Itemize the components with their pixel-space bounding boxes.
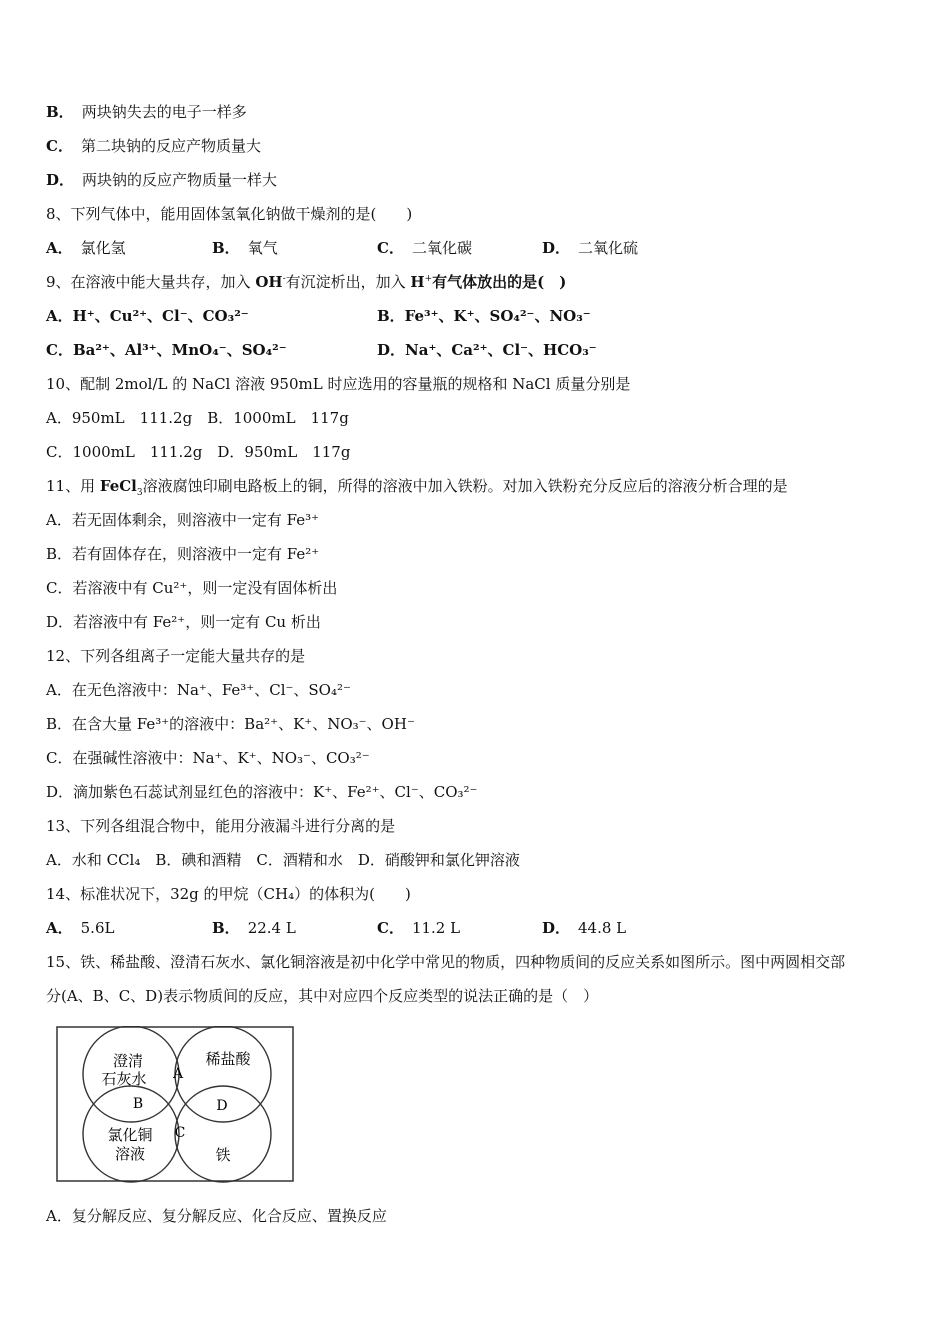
q9-option-d: D．Na⁺、Ca²⁺、Cl⁻、HCO₃⁻ bbox=[377, 341, 597, 359]
stem-text: 有沉淀析出，加入 bbox=[285, 273, 411, 291]
stem-text: 9、在溶液中能大量共存，加入 bbox=[46, 273, 256, 291]
q12-option-a: A．在无色溶液中：Na⁺、Fe³⁺、Cl⁻、SO₄²⁻ bbox=[46, 681, 351, 699]
label-copper-chloride-1: 氯化铜 bbox=[107, 1126, 153, 1144]
region-a: A bbox=[172, 1066, 184, 1082]
option-text: 两块钠失去的电子一样多 bbox=[81, 103, 247, 121]
hydroxide: OH bbox=[255, 273, 283, 291]
stem-text: 11、用 bbox=[46, 477, 100, 495]
q14-stem: 14、标准状况下，32g 的甲烷（CH₄）的体积为( ) bbox=[46, 885, 411, 903]
option-text: 氧气 bbox=[247, 239, 278, 257]
option-label: D． bbox=[542, 919, 571, 937]
option-label: C． bbox=[377, 239, 404, 257]
q15-stem-line2: 分(A、B、C、D)表示物质间的反应，其中对应四个反应类型的说法正确的是（ ） bbox=[46, 987, 599, 1005]
option-text: 两块钠的反应产物质量一样大 bbox=[82, 171, 278, 189]
q15-option-a: A．复分解反应、复分解反应、化合反应、置换反应 bbox=[46, 1207, 387, 1225]
q12-stem: 12、下列各组离子一定能大量共存的是 bbox=[46, 647, 306, 665]
option-label: A． bbox=[46, 919, 73, 937]
option-text: 二氧化硫 bbox=[578, 239, 639, 257]
q9-stem bbox=[46, 272, 566, 292]
q7-option-d bbox=[46, 170, 277, 190]
stem-text: 溶液腐蚀印刷电路板上的铜，所得的溶液中加入铁粉。对加入铁粉充分反应后的溶液分析合理的是 bbox=[142, 477, 788, 495]
q11-option-c: C．若溶液中有 Cu²⁺，则一定没有固体析出 bbox=[46, 579, 338, 597]
option-label: C． bbox=[46, 137, 73, 155]
option-text: 5.6L bbox=[80, 919, 115, 937]
venn-diagram bbox=[56, 1026, 296, 1184]
venn-frame bbox=[57, 1027, 293, 1181]
charge: - bbox=[282, 274, 286, 284]
option-text: 二氧化碳 bbox=[411, 239, 472, 257]
option-text: 第二块钠的反应产物质量大 bbox=[80, 137, 261, 155]
option-text: 11.2 L bbox=[411, 919, 461, 937]
ferric-chloride: FeCl bbox=[99, 477, 137, 495]
option-text: 氯化氢 bbox=[80, 239, 126, 257]
q15-stem-line1: 15、铁、稀盐酸、澄清石灰水、氯化铜溶液是初中化学中常见的物质，四种物质间的反应关系如图所示。图中两圆相交部 bbox=[46, 953, 846, 971]
region-b: B bbox=[132, 1096, 144, 1112]
q13-stem: 13、下列各组混合物中，能用分液漏斗进行分离的是 bbox=[46, 817, 396, 835]
q9-option-c: C．Ba²⁺、Al³⁺、MnO₄⁻、SO₄²⁻ bbox=[46, 341, 287, 359]
option-label: D． bbox=[542, 239, 571, 257]
option-text: 44.8 L bbox=[578, 919, 627, 937]
q12-option-b: B．在含大量 Fe³⁺的溶液中：Ba²⁺、K⁺、NO₃⁻、OH⁻ bbox=[46, 715, 415, 733]
q11-option-b: B．若有固体存在，则溶液中一定有 Fe²⁺ bbox=[46, 545, 320, 563]
q8-stem: 8、下列气体中，能用固体氢氧化钠做干燥剂的是( ) bbox=[46, 205, 413, 223]
q7-option-b bbox=[46, 102, 247, 122]
stem-text: 有气体放出的是( ) bbox=[432, 273, 567, 291]
option-label: A． bbox=[46, 239, 73, 257]
option-label: B． bbox=[212, 239, 240, 257]
label-hydrochloric-acid: 稀盐酸 bbox=[205, 1050, 251, 1068]
option-label: B． bbox=[212, 919, 240, 937]
option-label: D． bbox=[46, 171, 75, 189]
q11-stem bbox=[46, 476, 788, 496]
q10-stem: 10、配制 2mol/L 的 NaCl 溶液 950mL 时应选用的容量瓶的规格和 NaCl 质量分别是 bbox=[46, 375, 631, 393]
subscript: 3 bbox=[136, 488, 143, 498]
charge: + bbox=[424, 274, 433, 284]
q12-option-d: D．滴加紫色石蕊试剂显红色的溶液中：K⁺、Fe²⁺、Cl⁻、CO₃²⁻ bbox=[46, 783, 478, 801]
label-iron: 铁 bbox=[215, 1146, 231, 1164]
q10-options-row1: A．950mL 111.2g B．1000mL 117g bbox=[46, 409, 349, 427]
hydrogen-ion: H bbox=[410, 273, 425, 291]
q13-options: A．水和 CCl₄ B．碘和酒精 C．酒精和水 D．硝酸钾和氯化钾溶液 bbox=[46, 851, 520, 869]
label-copper-chloride-2: 溶液 bbox=[114, 1145, 146, 1163]
option-label: B． bbox=[46, 103, 74, 121]
q11-option-a: A．若无固体剩余，则溶液中一定有 Fe³⁺ bbox=[46, 511, 319, 529]
region-c: C bbox=[174, 1125, 186, 1141]
region-d: D bbox=[216, 1098, 228, 1114]
q10-options-row2: C．1000mL 111.2g D．950mL 117g bbox=[46, 443, 351, 461]
q12-option-c: C．在强碱性溶液中：Na⁺、K⁺、NO₃⁻、CO₃²⁻ bbox=[46, 749, 370, 767]
q9-option-a: A．H⁺、Cu²⁺、Cl⁻、CO₃²⁻ bbox=[46, 307, 249, 325]
option-text: 22.4 L bbox=[247, 919, 296, 937]
q9-option-b: B．Fe³⁺、K⁺、SO₄²⁻、NO₃⁻ bbox=[377, 307, 591, 325]
label-limewater-2: 石灰水 bbox=[101, 1070, 147, 1088]
q7-option-c bbox=[46, 136, 261, 156]
q11-option-d: D．若溶液中有 Fe²⁺，则一定有 Cu 析出 bbox=[46, 613, 321, 631]
label-limewater-1: 澄清 bbox=[112, 1052, 144, 1070]
option-label: C． bbox=[377, 919, 404, 937]
